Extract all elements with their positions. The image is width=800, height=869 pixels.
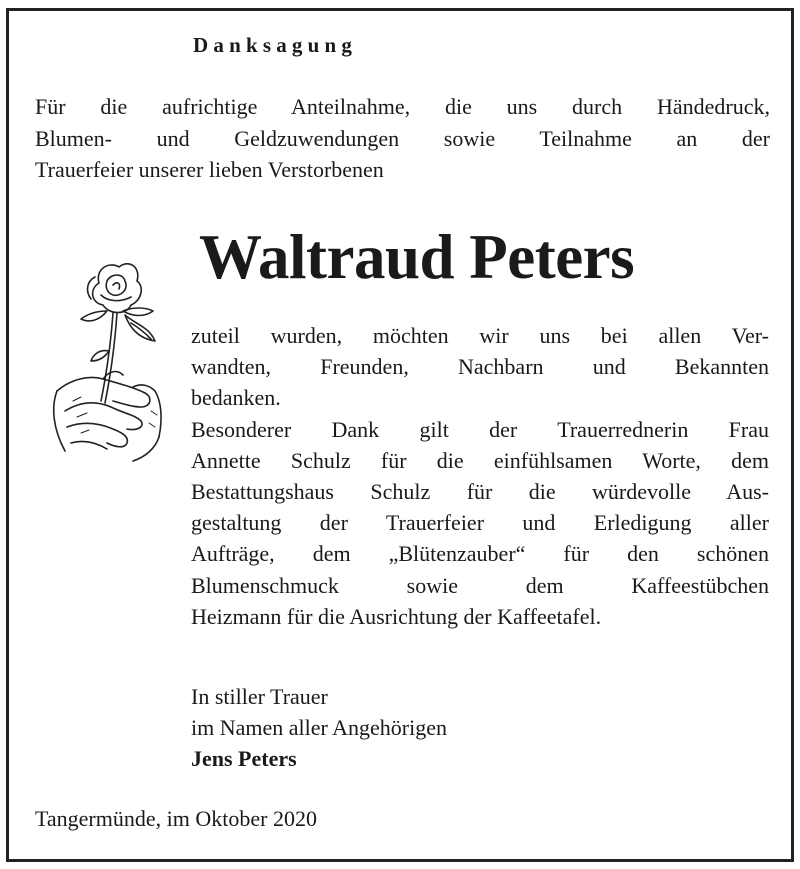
body-line: Aufträge, dem „Blütenzauber“ für den schönen — [191, 541, 769, 567]
intro-line: Blumen- und Geldzuwendungen sowie Teilnahme an der — [35, 125, 770, 151]
deceased-name: Waltraud Peters — [199, 222, 635, 292]
thanks-paragraph — [191, 320, 769, 632]
notice-heading: Danksagung — [193, 33, 358, 57]
body-line: Blumenschmuck sowie dem Kaffeestübchen — [191, 572, 769, 598]
signer-name: Jens Peters — [191, 746, 297, 771]
obituary-notice — [6, 8, 794, 862]
body-line: Heizmann für die Ausrichtung der Kaffeetafel. — [191, 603, 602, 629]
intro-paragraph — [35, 91, 770, 186]
body-line: zuteil wurden, möchten wir uns bei allen Ver- — [191, 323, 769, 348]
intro-line: Trauerfeier unserer lieben Verstorbenen — [35, 157, 384, 182]
intro-line: Für die aufrichtige Anteilnahme, die uns durch Händedruck, — [35, 94, 770, 119]
body-line: wandten, Freunden, Nachbarn und Bekannten — [191, 354, 769, 380]
signature-block — [191, 681, 447, 774]
body-line: bedanken. — [191, 385, 281, 411]
body-line: Bestattungshaus Schulz für die würdevolle Aus- — [191, 478, 769, 504]
body-line: Annette Schulz für die einfühlsamen Worte, dem — [191, 447, 769, 473]
place-date: Tangermünde, im Oktober 2020 — [35, 806, 317, 831]
signature-line: im Namen aller Angehörigen — [191, 715, 447, 740]
rose-in-hand-icon — [37, 251, 187, 466]
body-line: gestaltung der Trauerfeier und Erledigung aller — [191, 510, 769, 536]
signature-line: In stiller Trauer — [191, 684, 328, 709]
body-line: Besonderer Dank gilt der Trauerrednerin Frau — [191, 416, 769, 442]
